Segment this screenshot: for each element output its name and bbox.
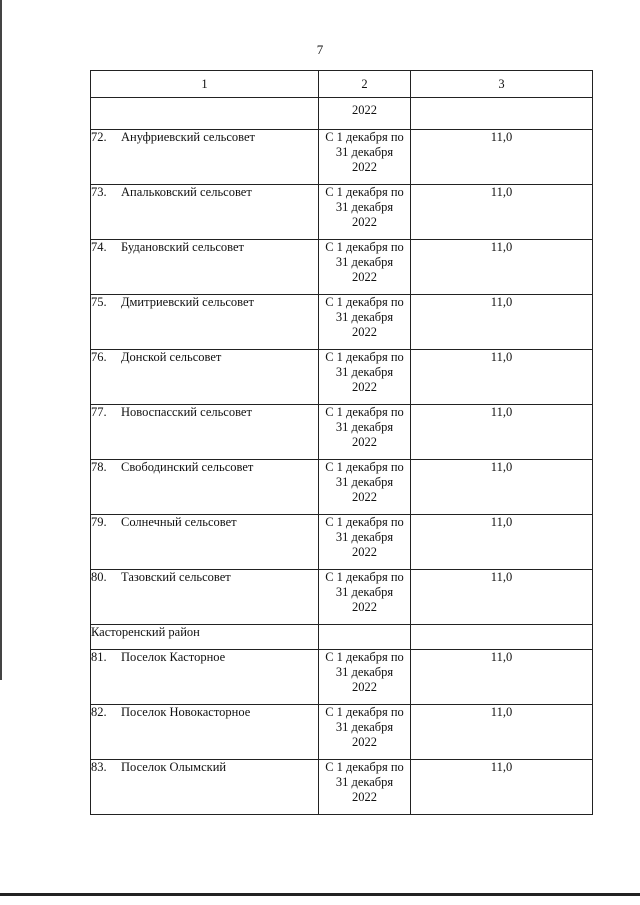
period-line: С 1 декабря по bbox=[325, 130, 404, 144]
value-cell: 11,0 bbox=[411, 760, 593, 815]
value-cell: 11,0 bbox=[411, 295, 593, 350]
period-line: 2022 bbox=[352, 790, 377, 804]
district-row bbox=[91, 625, 593, 650]
table-row bbox=[91, 705, 593, 760]
period-line: 2022 bbox=[352, 160, 377, 174]
row-number: 78. bbox=[91, 460, 107, 474]
row-number: 77. bbox=[91, 405, 107, 419]
value-cell: 11,0 bbox=[411, 650, 593, 705]
value-cell: 11,0 bbox=[411, 515, 593, 570]
period-cell bbox=[319, 240, 411, 295]
settlement-name: Будановский сельсовет bbox=[121, 240, 244, 254]
period-line: С 1 декабря по bbox=[325, 240, 404, 254]
period-line: С 1 декабря по bbox=[325, 185, 404, 199]
continuation-row bbox=[91, 98, 593, 130]
period-cell bbox=[319, 570, 411, 625]
settlement-cell bbox=[91, 460, 319, 515]
period-line: 2022 bbox=[352, 735, 377, 749]
settlement-cell bbox=[91, 570, 319, 625]
period-line: 31 декабря bbox=[335, 585, 394, 599]
settlement-cell bbox=[91, 350, 319, 405]
row-number: 83. bbox=[91, 760, 107, 774]
settlement-name: Поселок Олымский bbox=[121, 760, 227, 774]
table-row bbox=[91, 240, 593, 295]
table-row bbox=[91, 760, 593, 815]
period-line: 31 декабря bbox=[335, 475, 394, 489]
period-line: С 1 декабря по bbox=[325, 570, 404, 584]
continuation-cell-3 bbox=[411, 98, 593, 130]
settlement-name: Поселок Касторное bbox=[121, 650, 226, 664]
period-line: 31 декабря bbox=[335, 200, 394, 214]
period-cell bbox=[319, 650, 411, 705]
table-row bbox=[91, 460, 593, 515]
table-row bbox=[91, 405, 593, 460]
period-line: 2022 bbox=[352, 380, 377, 394]
scan-left-edge bbox=[0, 0, 2, 680]
period-line: 31 декабря bbox=[335, 775, 394, 789]
period-line: С 1 декабря по bbox=[325, 350, 404, 364]
period-line: 2022 bbox=[352, 270, 377, 284]
period-cell bbox=[319, 350, 411, 405]
period-line: С 1 декабря по bbox=[325, 460, 404, 474]
row-number: 82. bbox=[91, 705, 107, 719]
settlement-name: Поселок Новокасторное bbox=[121, 705, 251, 719]
continuation-date-cell: 2022 bbox=[319, 98, 411, 130]
period-line: С 1 декабря по bbox=[325, 405, 404, 419]
settlement-cell bbox=[91, 515, 319, 570]
settlement-cell bbox=[91, 130, 319, 185]
period-line: 31 декабря bbox=[335, 665, 394, 679]
value-cell: 11,0 bbox=[411, 705, 593, 760]
period-line: 31 декабря bbox=[335, 365, 394, 379]
period-line: 31 декабря bbox=[335, 310, 394, 324]
district-name: Касторенский район bbox=[91, 625, 319, 650]
period-line: 31 декабря bbox=[335, 255, 394, 269]
value-cell: 11,0 bbox=[411, 460, 593, 515]
value-cell: 11,0 bbox=[411, 240, 593, 295]
header-cell-2: 2 bbox=[319, 71, 411, 98]
period-line: С 1 декабря по bbox=[325, 760, 404, 774]
header-cell-1: 1 bbox=[91, 71, 319, 98]
settlement-cell bbox=[91, 295, 319, 350]
settlement-cell bbox=[91, 405, 319, 460]
settlement-name: Тазовский сельсовет bbox=[121, 570, 231, 584]
settlement-name: Апальковский сельсовет bbox=[121, 185, 252, 199]
period-cell bbox=[319, 295, 411, 350]
period-cell bbox=[319, 705, 411, 760]
period-cell bbox=[319, 130, 411, 185]
period-line: С 1 декабря по bbox=[325, 650, 404, 664]
header-cell-3: 3 bbox=[411, 71, 593, 98]
settlement-name: Ануфриевский сельсовет bbox=[121, 130, 256, 144]
settlement-name: Донской сельсовет bbox=[121, 350, 222, 364]
row-number: 74. bbox=[91, 240, 107, 254]
value-cell: 11,0 bbox=[411, 130, 593, 185]
period-line: 31 декабря bbox=[335, 720, 394, 734]
row-number: 81. bbox=[91, 650, 107, 664]
data-table bbox=[90, 70, 593, 815]
value-cell: 11,0 bbox=[411, 405, 593, 460]
row-number: 73. bbox=[91, 185, 107, 199]
period-line: 2022 bbox=[352, 680, 377, 694]
table-row bbox=[91, 350, 593, 405]
page-number: 7 bbox=[316, 42, 324, 57]
district-empty-cell bbox=[411, 625, 593, 650]
row-number: 80. bbox=[91, 570, 107, 584]
period-line: 2022 bbox=[352, 600, 377, 614]
period-line: 31 декабря bbox=[335, 145, 394, 159]
period-cell bbox=[319, 405, 411, 460]
row-number: 72. bbox=[91, 130, 107, 144]
settlement-name: Свободинский сельсовет bbox=[121, 460, 254, 474]
value-cell: 11,0 bbox=[411, 570, 593, 625]
period-line: 31 декабря bbox=[335, 420, 394, 434]
period-cell bbox=[319, 185, 411, 240]
settlement-cell bbox=[91, 705, 319, 760]
value-cell: 11,0 bbox=[411, 350, 593, 405]
row-number: 79. bbox=[91, 515, 107, 529]
period-line: С 1 декабря по bbox=[325, 295, 404, 309]
period-cell bbox=[319, 460, 411, 515]
table-row bbox=[91, 570, 593, 625]
settlement-cell bbox=[91, 240, 319, 295]
district-empty-cell bbox=[319, 625, 411, 650]
period-line: 2022 bbox=[352, 215, 377, 229]
value-cell: 11,0 bbox=[411, 185, 593, 240]
period-line: 31 декабря bbox=[335, 530, 394, 544]
scan-bottom-edge bbox=[0, 893, 640, 896]
table-row bbox=[91, 650, 593, 705]
settlement-name: Солнечный сельсовет bbox=[121, 515, 237, 529]
continuation-cell-1 bbox=[91, 98, 319, 130]
period-line: 2022 bbox=[352, 435, 377, 449]
table-row bbox=[91, 295, 593, 350]
settlement-name: Новоспасский сельсовет bbox=[121, 405, 252, 419]
table-row bbox=[91, 130, 593, 185]
settlement-name: Дмитриевский сельсовет bbox=[121, 295, 255, 309]
period-line: С 1 декабря по bbox=[325, 515, 404, 529]
settlement-cell bbox=[91, 650, 319, 705]
table-body bbox=[91, 71, 593, 815]
settlement-cell bbox=[91, 760, 319, 815]
table-row bbox=[91, 185, 593, 240]
settlement-cell bbox=[91, 185, 319, 240]
row-number: 75. bbox=[91, 295, 107, 309]
period-line: 2022 bbox=[352, 545, 377, 559]
header-row bbox=[91, 71, 593, 98]
row-number: 76. bbox=[91, 350, 107, 364]
table-row bbox=[91, 515, 593, 570]
period-cell bbox=[319, 515, 411, 570]
period-line: 2022 bbox=[352, 490, 377, 504]
period-cell bbox=[319, 760, 411, 815]
period-line: 2022 bbox=[352, 325, 377, 339]
period-line: С 1 декабря по bbox=[325, 705, 404, 719]
